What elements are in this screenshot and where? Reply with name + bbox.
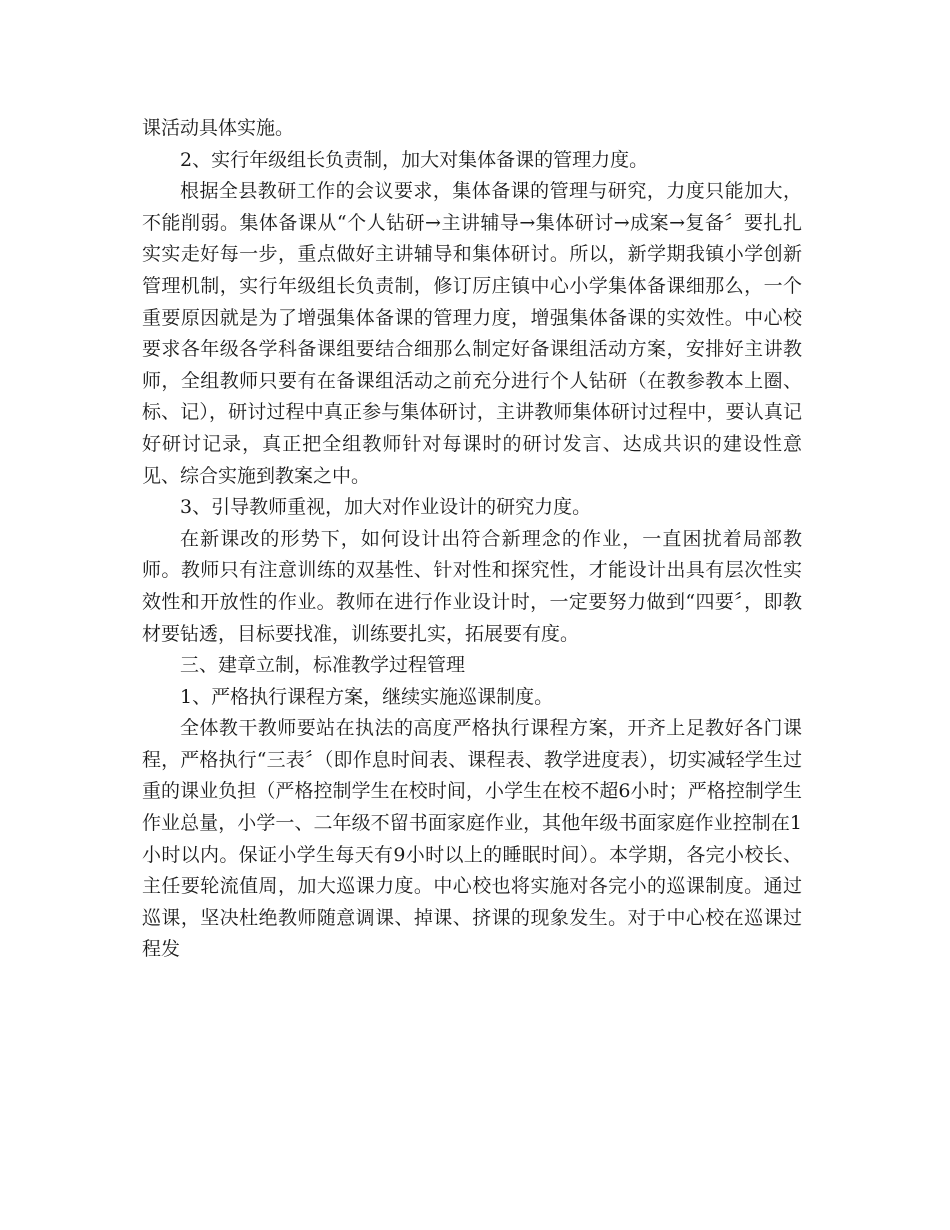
document-page: [142, 113, 802, 966]
paragraph-4-heading: 3、引导教师重视，加大对作业设计的研究力度。: [180, 496, 592, 519]
paragraph-8: 全体教干教师要站在执法的高度严格执行课程方案，开齐上足教好各门课程，严格执行“三表〞（即作息时间表、课程表、教学进度表），切实减轻学生过重的课业负担（严格控制学生在校时间，小学生在校不超6小时；严格控制学生作业总量，小学一、二年级不留书面家庭作业，其他年级书面家庭作业控制在1小时以内。保证小学生每天有9小时以上的睡眠时间）。本学期，各完小校长、主任要轮流值周，加大巡课力度。中心校也将实施对各完小的巡课制度。通过巡课，坚决杜绝教师随意调课、掉课、挤课的现象发生。对于中心校在巡课过程发: [142, 717, 802, 961]
paragraph-3: 根据全县教研工作的会议要求，集体备课的管理与研究，力度只能加大，不能削弱。集体备课从“个人钻研→主讲辅导→集体研讨→成案→复备〞要扎扎实实走好每一步，重点做好主讲辅导和集体研讨。所以，新学期我镇小学创新管理机制，实行年级组长负责制，修订厉庄镇中心小学集体备课细那么，一个重要原因就是为了增强集体备课的管理力度，增强集体备课的实效性。中心校要求各年级各学科备课组要结合细那么制定好备课组活动方案，安排好主讲教师，全组教师只要有在备课组活动之前充分进行个人钻研（在教参教本上圈、标、记），研讨过程中真正参与集体研讨，主讲教师集体研讨过程中，要认真记好研讨记录，真正把全组教师针对每课时的研讨发言、达成共识的建设性意见、综合实施到教案之中。: [142, 180, 802, 487]
paragraph-7-heading: 1、严格执行课程方案，继续实施巡课制度。: [180, 685, 554, 708]
paragraph-2-heading: 2、实行年级组长负责制，加大对集体备课的管理力度。: [180, 148, 649, 171]
section-heading: 三、建章立制，标准教学过程管理: [180, 654, 466, 677]
paragraph-1: 课活动具体实施。: [142, 117, 295, 139]
paragraph-5: 在新课改的形势下，如何设计出符合新理念的作业，一直困扰着局部教师。教师只有注意训练的双基性、针对性和探究性，才能设计出具有层次性实效性和开放性的作业。教师在进行作业设计时，一定要努力做到“四要〞，即教材要钻透，目标要找准，训练要扎实，拓展要有度。: [142, 527, 802, 645]
